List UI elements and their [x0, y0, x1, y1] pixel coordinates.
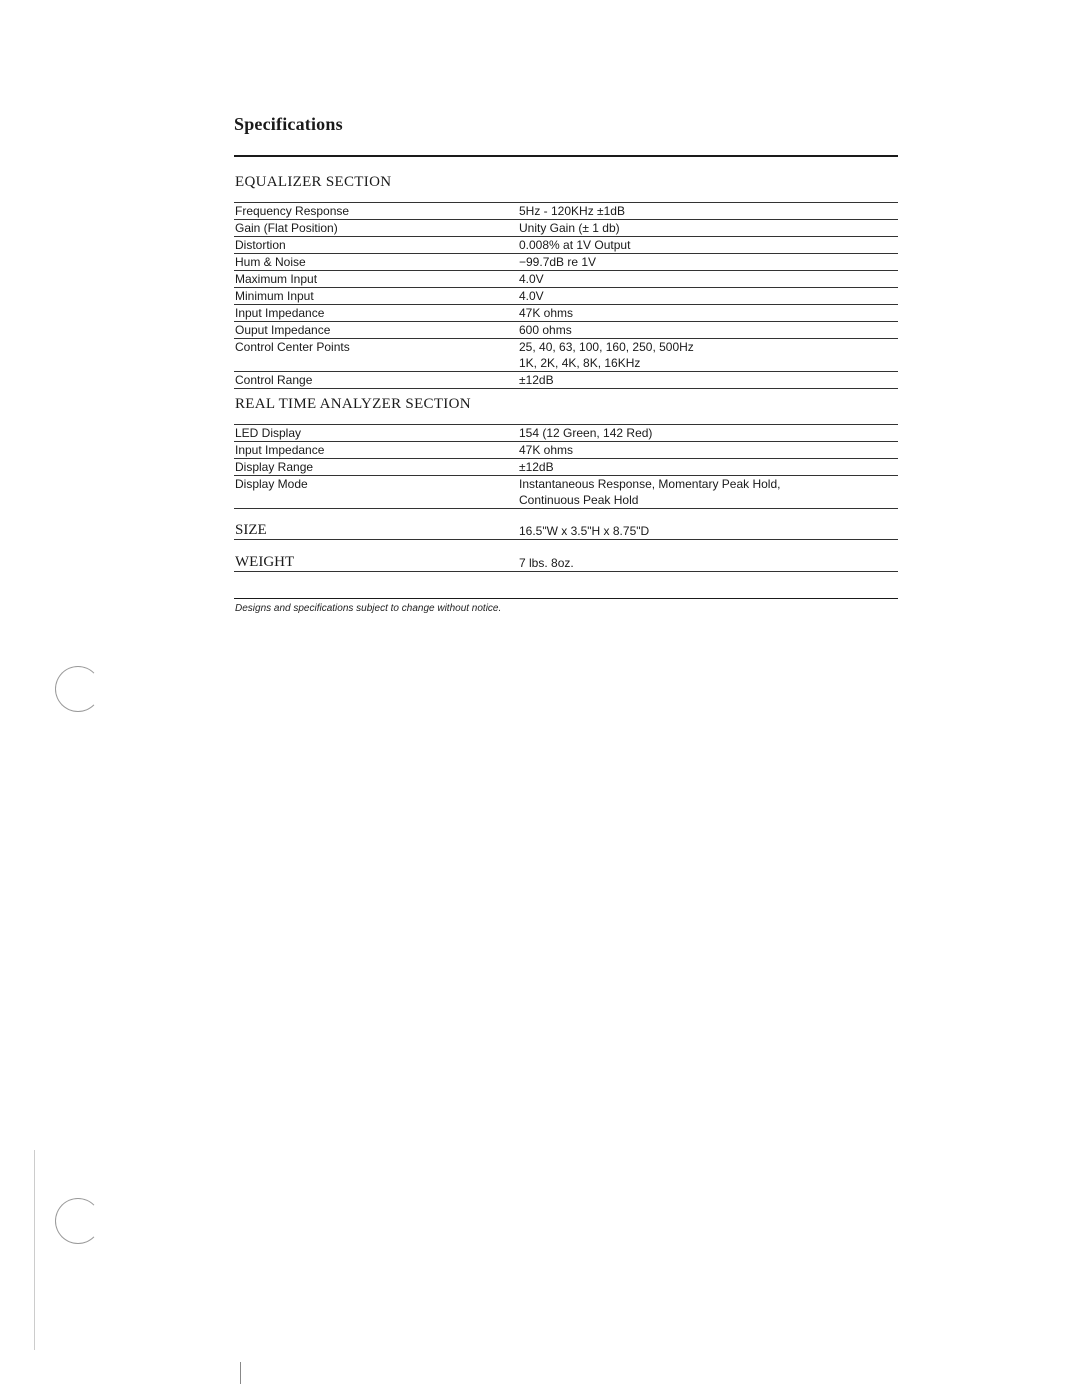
spec-label: Control Center Points [235, 340, 350, 354]
title-rule [234, 155, 898, 157]
spec-value-line: 154 (12 Green, 142 Red) [519, 426, 653, 440]
spec-label: Display Range [235, 460, 314, 474]
footer-rule [234, 598, 898, 599]
footnote: Designs and specifications subject to change without notice. [235, 603, 502, 614]
weight-row [234, 553, 898, 572]
scan-edge-mark [240, 1362, 241, 1384]
spec-value [519, 476, 780, 508]
spec-label: Gain (Flat Position) [235, 221, 338, 235]
analyzer-spec-row [234, 442, 898, 459]
spec-label: LED Display [235, 426, 302, 440]
binder-hole-bottom [55, 1198, 101, 1244]
equalizer-spec-row [234, 203, 898, 220]
binder-hole-top [55, 666, 101, 712]
weight-label: WEIGHT [235, 554, 295, 570]
equalizer-spec-row [234, 254, 898, 271]
spec-label: Distortion [235, 238, 286, 252]
spec-value [519, 459, 554, 475]
analyzer-spec-row [234, 476, 898, 509]
analyzer-spec-list [234, 424, 898, 509]
spec-value [519, 237, 630, 253]
spec-label: Minimum Input [235, 289, 314, 303]
spec-value [519, 254, 596, 270]
spec-value [519, 425, 652, 441]
equalizer-spec-row [234, 288, 898, 305]
spec-value-line: 1K, 2K, 4K, 8K, 16KHz [519, 356, 641, 370]
spec-label: Display Mode [235, 477, 308, 491]
size-value: 16.5"W x 3.5"H x 8.75"D [519, 524, 650, 538]
spec-value-line: ±12dB [519, 373, 554, 387]
spec-value-line: 25, 40, 63, 100, 160, 250, 500Hz [519, 340, 694, 354]
spec-label: Hum & Noise [235, 255, 306, 269]
equalizer-spec-row [234, 339, 898, 372]
spec-value-line: Continuous Peak Hold [519, 493, 639, 507]
spec-value-line: 600 ohms [519, 323, 572, 337]
equalizer-spec-row [234, 305, 898, 322]
analyzer-section-heading: REAL TIME ANALYZER SECTION [235, 396, 471, 412]
spec-label: Control Range [235, 373, 313, 387]
spec-value [519, 203, 625, 219]
spec-value-line: Instantaneous Response, Momentary Peak Hold, [519, 477, 781, 491]
equalizer-spec-row [234, 271, 898, 288]
spec-value-line: −99.7dB re 1V [519, 255, 597, 269]
spec-value-line: 5Hz - 120KHz ±1dB [519, 204, 625, 218]
spec-value-line: Unity Gain (± 1 db) [519, 221, 620, 235]
equalizer-section-heading: EQUALIZER SECTION [235, 174, 392, 190]
spec-label: Input Impedance [235, 443, 325, 457]
size-label: SIZE [235, 522, 267, 538]
spec-label: Maximum Input [235, 272, 318, 286]
equalizer-spec-row [234, 322, 898, 339]
analyzer-spec-row [234, 459, 898, 476]
spec-label: Frequency Response [235, 204, 350, 218]
size-row [234, 521, 898, 540]
spec-value [519, 288, 544, 304]
spec-value [519, 442, 573, 458]
spec-value-line: 0.008% at 1V Output [519, 238, 631, 252]
spec-value-line: 47K ohms [519, 306, 574, 320]
spec-value-line: 4.0V [519, 289, 544, 303]
spec-label: Input Impedance [235, 306, 325, 320]
spec-value [519, 305, 573, 321]
equalizer-spec-row [234, 372, 898, 389]
spec-value [519, 271, 544, 287]
spec-value [519, 220, 620, 236]
spec-value-line: 4.0V [519, 272, 544, 286]
spec-label: Ouput Impedance [235, 323, 331, 337]
page-title: Specifications [234, 114, 343, 134]
spec-value [519, 372, 554, 388]
spec-value-line: 47K ohms [519, 443, 574, 457]
weight-value: 7 lbs. 8oz. [519, 556, 574, 570]
equalizer-spec-row [234, 237, 898, 254]
analyzer-spec-row [234, 425, 898, 442]
spec-value [519, 322, 572, 338]
equalizer-spec-row [234, 220, 898, 237]
equalizer-spec-list [234, 202, 898, 389]
spec-value [519, 339, 694, 371]
spec-value-line: ±12dB [519, 460, 554, 474]
scan-edge-mark [34, 1150, 35, 1350]
